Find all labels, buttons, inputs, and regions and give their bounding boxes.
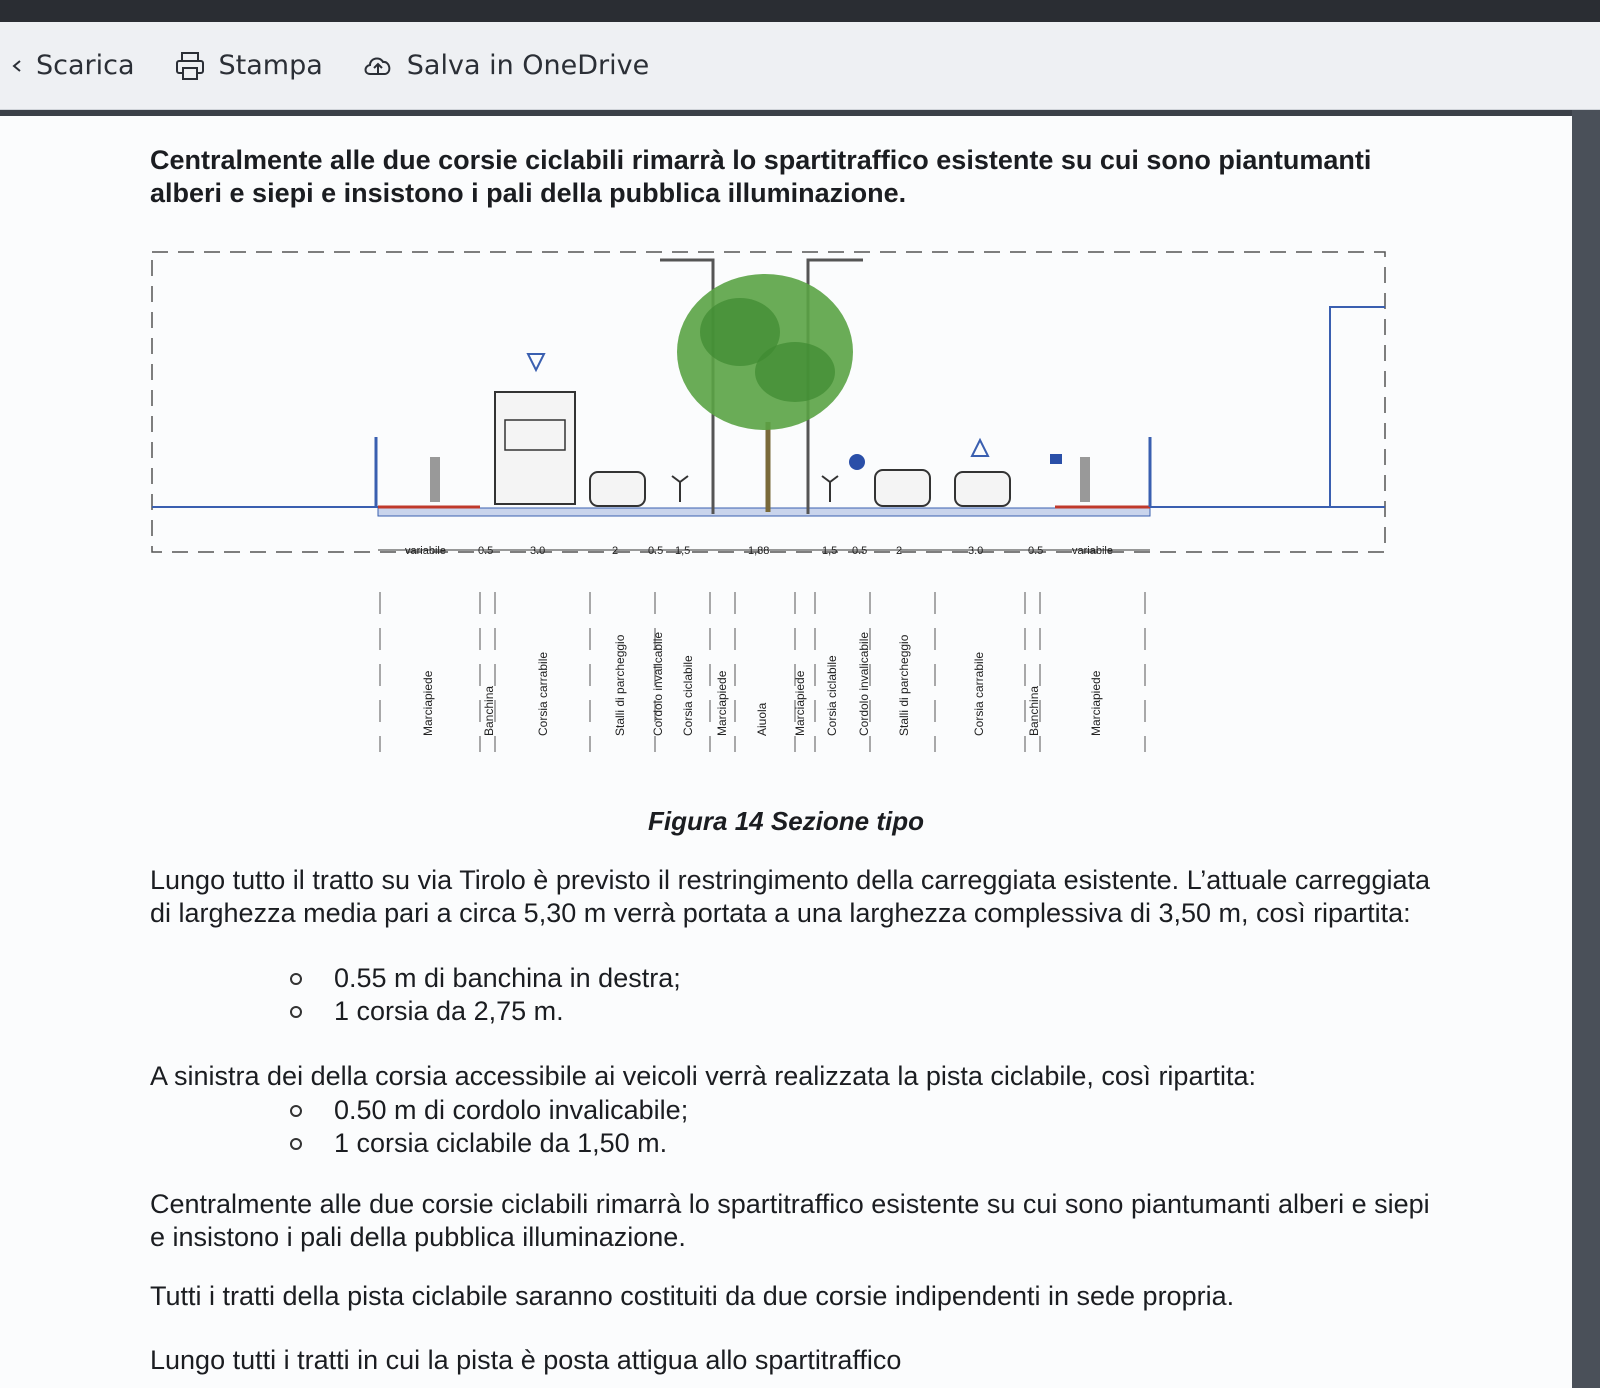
zone-stalli-2: Stalli di parcheggio	[897, 634, 911, 736]
pdf-toolbar	[0, 22, 1600, 110]
print-button[interactable]	[173, 49, 323, 83]
window-top-strip	[0, 0, 1600, 22]
list-item: 1 corsia ciclabile da 1,50 m.	[290, 1127, 688, 1160]
dim-30-right: 3.0	[968, 545, 984, 557]
bullet-icon	[290, 1006, 302, 1018]
road-section-figure	[150, 242, 1410, 762]
list-item: 0.50 m di cordolo invalicabile;	[290, 1094, 688, 1127]
printer-icon	[173, 49, 207, 83]
scrollbar-track[interactable]	[1572, 110, 1600, 1388]
dim-15-left: 1,5	[675, 545, 691, 557]
building-edge	[1330, 307, 1385, 507]
paragraph-5: Tutti i tratti della pista ciclabile saranno costituiti da due corsie indipendenti in sede propria.	[150, 1281, 1235, 1311]
dim-05-left: 0.5	[478, 545, 494, 557]
zone-marciapiede-2: Marciapiede	[715, 670, 729, 736]
zone-aiuola: Aiuola	[755, 702, 769, 736]
zone-marciapiede-4: Marciapiede	[1089, 670, 1103, 736]
dim-2-right: 2	[896, 545, 903, 557]
zone-corsia-ciclabile-2: Corsia ciclabile	[825, 655, 839, 736]
dim-05-mid-left: 0.5	[648, 545, 664, 557]
list-2	[290, 1094, 688, 1160]
download-label: Scarica	[36, 50, 135, 81]
zone-stalli-1: Stalli di parcheggio	[613, 634, 627, 736]
download-icon	[10, 49, 24, 83]
dimension-labels	[405, 545, 1113, 557]
pedestrian-right	[1080, 457, 1090, 502]
bullet-icon	[290, 1138, 302, 1150]
paragraph-6-partial: Lungo tutti i tratti in cui la pista è posta attigua allo spartitraffico	[150, 1345, 902, 1375]
dim-variabile-left: variabile	[405, 545, 446, 557]
document-viewer[interactable]	[0, 110, 1600, 1388]
bike-sign-right	[822, 476, 838, 502]
zone-cordolo-1: Cordolo invalicabile	[651, 631, 665, 736]
zone-banchina-1: Banchina	[482, 685, 496, 736]
figure-caption: Figura 14 Sezione tipo	[648, 806, 924, 836]
zone-marciapiede-1: Marciapiede	[421, 670, 435, 736]
document-page	[0, 116, 1572, 1388]
zone-cordolo-2: Cordolo invalicabile	[857, 631, 871, 736]
onedrive-label: Salva in OneDrive	[406, 50, 650, 81]
car-right-1	[875, 470, 930, 506]
pedestrian-left	[430, 457, 440, 502]
zone-corsia-carrabile-1: Corsia carrabile	[536, 651, 550, 736]
dim-05-mid-right: 0.5	[852, 545, 868, 557]
intro-paragraph: Centralmente alle due corsie ciclabili rimarrà lo spartitraffico esistente su cui sono piantumanti alberi e siepi e insistono i pali della pubblica illuminazione.	[150, 145, 1372, 208]
zone-corsia-ciclabile-1: Corsia ciclabile	[681, 655, 695, 736]
zone-labels	[421, 632, 1103, 736]
dim-30-left: 3.0	[530, 545, 546, 557]
dim-188: 1,88	[748, 545, 770, 557]
zone-banchina-2: Banchina	[1027, 685, 1041, 736]
direction-arrow-up	[972, 440, 988, 456]
dim-2-left: 2	[612, 545, 619, 557]
paragraph-2: Lungo tutto il tratto su via Tirolo è previsto il restringimento della carreggiata esistente. L’attuale carreggiata di larghezza media pari a circa 5,30 m verrà portata a una larghezza complessiva di 3,50 m, così ripartita:	[150, 865, 1430, 928]
paragraph-4: Centralmente alle due corsie ciclabili rimarrà lo spartitraffico esistente su cui sono piantumanti alberi e siepi e insistono i pali della pubblica illuminazione.	[150, 1189, 1430, 1252]
road-section-drawing	[150, 242, 1410, 762]
car-left	[590, 472, 645, 506]
bullet-icon	[290, 973, 302, 985]
save-onedrive-button[interactable]	[361, 49, 649, 83]
print-label: Stampa	[218, 50, 323, 81]
dim-05-right: 0.5	[1028, 545, 1044, 557]
list-item: 0.55 m di banchina in destra;	[290, 962, 681, 995]
direction-arrow-down	[528, 354, 544, 370]
bus-sign	[1050, 454, 1062, 464]
dim-15-right: 1,5	[822, 545, 838, 557]
zone-marciapiede-3: Marciapiede	[793, 670, 807, 736]
paragraph-3: A sinistra dei della corsia accessibile ai veicoli verrà realizzata la pista ciclabile, così ripartita:	[150, 1061, 1256, 1091]
bullet-icon	[290, 1105, 302, 1117]
road-surface	[378, 508, 1150, 516]
dim-variabile-right: variabile	[1072, 545, 1113, 557]
cloud-upload-icon	[361, 49, 395, 83]
download-button[interactable]	[10, 49, 135, 83]
car-right-2	[955, 472, 1010, 506]
round-sign	[849, 454, 865, 470]
zone-corsia-carrabile-2: Corsia carrabile	[972, 651, 986, 736]
bike-sign-left	[672, 476, 688, 502]
truck	[495, 392, 575, 504]
list-item: 1 corsia da 2,75 m.	[290, 995, 681, 1028]
list-1	[290, 962, 681, 1028]
